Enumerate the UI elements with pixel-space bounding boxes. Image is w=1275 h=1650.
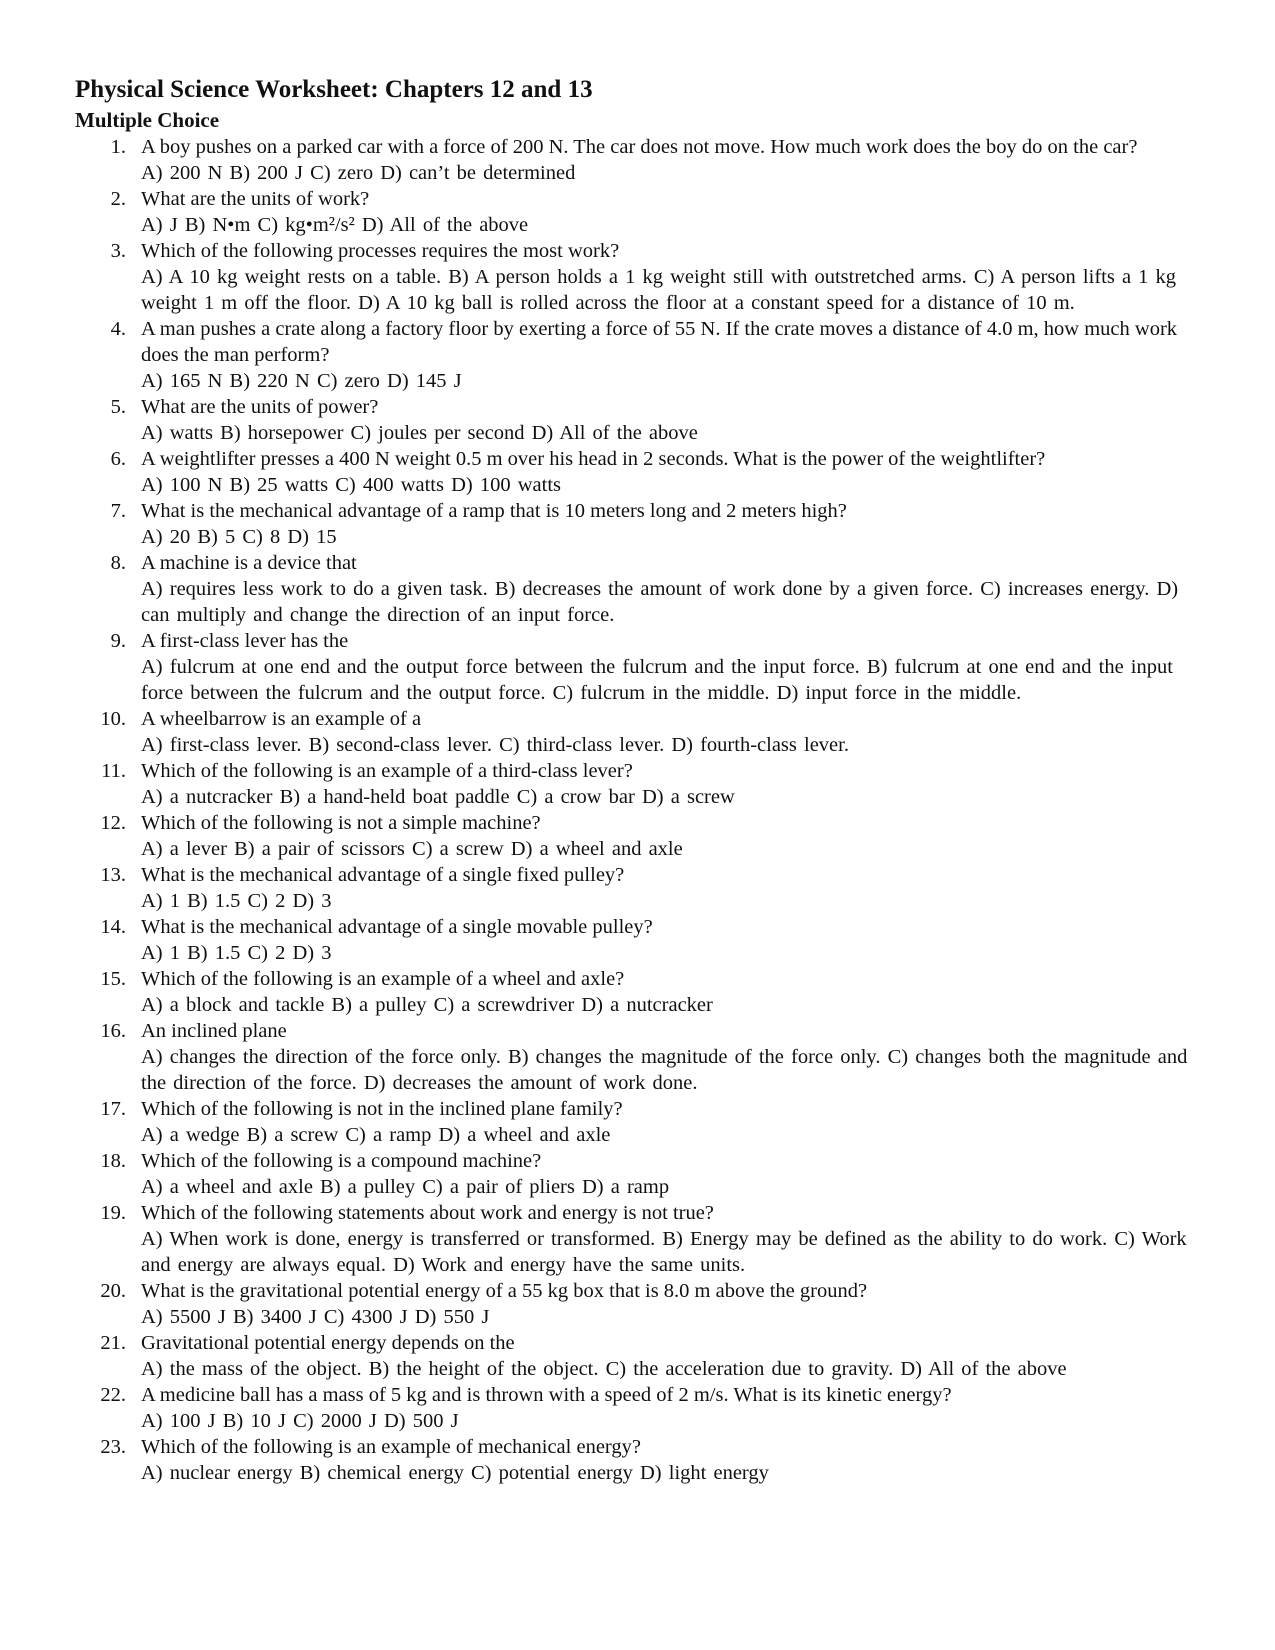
question-text: Which of the following processes requires the most work? bbox=[141, 240, 620, 262]
question-item bbox=[0, 966, 1201, 1018]
question-text: What is the gravitational potential energy of a 55 kg box that is 8.0 m above the ground? bbox=[141, 1280, 868, 1302]
section-heading: Multiple Choice bbox=[75, 108, 220, 132]
question-item bbox=[0, 758, 1201, 810]
answer-options: A) 100 N B) 25 watts C) 400 watts D) 100 watts bbox=[141, 474, 562, 496]
question-item bbox=[0, 1278, 1201, 1330]
answer-options: A) a lever B) a pair of scissors C) a screw D) a wheel and axle bbox=[141, 838, 683, 860]
question-item bbox=[0, 1200, 1201, 1278]
question-item bbox=[0, 628, 1201, 706]
question-text: A wheelbarrow is an example of a bbox=[141, 708, 422, 730]
answer-options: A) a block and tackle B) a pulley C) a screwdriver D) a nutcracker bbox=[141, 994, 713, 1016]
question-text: A first-class lever has the bbox=[141, 630, 349, 652]
answer-options: A) A 10 kg weight rests on a table. B) A person holds a 1 kg weight still with outstretched arms. C) A person lifts a 1 kg weight 1 m off the floor. D) A 10 kg ball is rolled across the floor at a constant speed for a distance of 10 m. bbox=[141, 266, 1177, 314]
question-number: 21. bbox=[100, 1332, 126, 1354]
question-text: What is the mechanical advantage of a single movable pulley? bbox=[141, 916, 653, 938]
question-item bbox=[0, 1382, 1201, 1434]
answer-options: A) 1 B) 1.5 C) 2 D) 3 bbox=[141, 890, 332, 912]
answer-options: A) a wedge B) a screw C) a ramp D) a wheel and axle bbox=[141, 1124, 611, 1146]
answer-options: A) fulcrum at one end and the output force between the fulcrum and the input force. B) fulcrum at one end and the input force between the fulcrum and the output force. C) fulcrum in the middle. D) input force in the middle. bbox=[141, 656, 1173, 704]
question-number: 12. bbox=[100, 812, 126, 834]
question-item bbox=[0, 446, 1201, 498]
answer-options: A) 200 N B) 200 J C) zero D) can’t be determined bbox=[141, 162, 576, 184]
question-text: Which of the following is not in the inclined plane family? bbox=[141, 1098, 623, 1120]
question-number: 15. bbox=[100, 968, 126, 990]
question-item bbox=[0, 238, 1201, 316]
answer-options: A) watts B) horsepower C) joules per second D) All of the above bbox=[141, 422, 698, 444]
question-item bbox=[0, 186, 1201, 238]
question-item bbox=[0, 706, 1201, 758]
question-text: What are the units of power? bbox=[141, 396, 379, 418]
question-number: 2. bbox=[110, 188, 126, 210]
question-text: A machine is a device that bbox=[141, 552, 357, 574]
question-item bbox=[0, 1096, 1201, 1148]
question-item bbox=[0, 316, 1201, 394]
question-number: 3. bbox=[110, 240, 126, 262]
question-number: 9. bbox=[110, 630, 126, 652]
answer-options: A) 165 N B) 220 N C) zero D) 145 J bbox=[141, 370, 462, 392]
answer-options: A) requires less work to do a given task. B) decreases the amount of work done by a given force. C) increases energy. D) can multiply and change the direction of an input force. bbox=[141, 578, 1179, 626]
question-item bbox=[0, 550, 1201, 628]
question-text: Which of the following is an example of a third-class lever? bbox=[141, 760, 633, 782]
answer-options: A) the mass of the object. B) the height of the object. C) the acceleration due to gravity. D) All of the above bbox=[141, 1358, 1067, 1380]
question-number: 5. bbox=[110, 396, 126, 418]
question-item bbox=[0, 134, 1201, 186]
question-number: 23. bbox=[100, 1436, 126, 1458]
answer-options: A) 1 B) 1.5 C) 2 D) 3 bbox=[141, 942, 332, 964]
question-text: Which of the following is a compound machine? bbox=[141, 1150, 542, 1172]
question-number: 6. bbox=[110, 448, 126, 470]
question-number: 19. bbox=[100, 1202, 126, 1224]
question-item bbox=[0, 862, 1201, 914]
question-number: 14. bbox=[100, 916, 126, 938]
answer-options: A) a nutcracker B) a hand-held boat paddle C) a crow bar D) a screw bbox=[141, 786, 735, 808]
question-text: Which of the following is an example of mechanical energy? bbox=[141, 1436, 641, 1458]
question-number: 8. bbox=[110, 552, 126, 574]
question-number: 7. bbox=[110, 500, 126, 522]
question-item bbox=[0, 394, 1201, 446]
question-text: Which of the following is not a simple machine? bbox=[141, 812, 541, 834]
answer-options: A) a wheel and axle B) a pulley C) a pair of pliers D) a ramp bbox=[141, 1176, 670, 1198]
question-text: Which of the following statements about work and energy is not true? bbox=[141, 1202, 714, 1224]
question-number: 17. bbox=[100, 1098, 126, 1120]
question-text: Gravitational potential energy depends on the bbox=[141, 1332, 515, 1354]
question-number: 22. bbox=[100, 1384, 126, 1406]
question-text: An inclined plane bbox=[141, 1020, 287, 1042]
answer-options: A) J B) N•m C) kg•m²/s² D) All of the above bbox=[141, 214, 529, 236]
question-number: 20. bbox=[100, 1280, 126, 1302]
answer-options: A) 100 J B) 10 J C) 2000 J D) 500 J bbox=[141, 1410, 459, 1432]
question-text: A medicine ball has a mass of 5 kg and is thrown with a speed of 2 m/s. What is its kinetic energy? bbox=[141, 1384, 952, 1406]
question-item bbox=[0, 914, 1201, 966]
question-number: 4. bbox=[110, 318, 126, 340]
question-number: 1. bbox=[110, 136, 126, 158]
answer-options: A) 20 B) 5 C) 8 D) 15 bbox=[141, 526, 337, 548]
question-item bbox=[0, 1434, 1201, 1486]
question-item bbox=[0, 498, 1201, 550]
answer-options: A) nuclear energy B) chemical energy C) potential energy D) light energy bbox=[141, 1462, 769, 1484]
question-text: What is the mechanical advantage of a ramp that is 10 meters long and 2 meters high? bbox=[141, 500, 847, 522]
question-number: 16. bbox=[100, 1020, 126, 1042]
question-text: A weightlifter presses a 400 N weight 0.5 m over his head in 2 seconds. What is the power of the weightlifter? bbox=[141, 448, 1046, 470]
question-item bbox=[0, 1018, 1201, 1096]
question-item bbox=[0, 810, 1201, 862]
question-text: A boy pushes on a parked car with a force of 200 N. The car does not move. How much work does the boy do on the car? bbox=[141, 136, 1138, 158]
question-text: A man pushes a crate along a factory floor by exerting a force of 55 N. If the crate moves a distance of 4.0 m, how much work does the man perform? bbox=[141, 318, 1178, 366]
question-text: What is the mechanical advantage of a single fixed pulley? bbox=[141, 864, 625, 886]
page-title: Physical Science Worksheet: Chapters 12 and 13 bbox=[75, 76, 593, 103]
question-number: 18. bbox=[100, 1150, 126, 1172]
question-item bbox=[0, 1148, 1201, 1200]
answer-options: A) changes the direction of the force only. B) changes the magnitude of the force only. C) changes both the magnitude and the direction of the force. D) decreases the amount of work done. bbox=[141, 1046, 1188, 1094]
question-number: 10. bbox=[100, 708, 126, 730]
answer-options: A) first-class lever. B) second-class lever. C) third-class lever. D) fourth-class lever. bbox=[141, 734, 849, 756]
question-item bbox=[0, 1330, 1201, 1382]
question-text: Which of the following is an example of a wheel and axle? bbox=[141, 968, 625, 990]
question-number: 13. bbox=[100, 864, 126, 886]
question-number: 11. bbox=[101, 760, 126, 782]
answer-options: A) When work is done, energy is transferred or transformed. B) Energy may be defined as the ability to do work. C) Work and energy are always equal. D) Work and energy have the same units. bbox=[141, 1228, 1187, 1276]
question-list bbox=[0, 134, 1275, 1486]
answer-options: A) 5500 J B) 3400 J C) 4300 J D) 550 J bbox=[141, 1306, 490, 1328]
question-text: What are the units of work? bbox=[141, 188, 370, 210]
